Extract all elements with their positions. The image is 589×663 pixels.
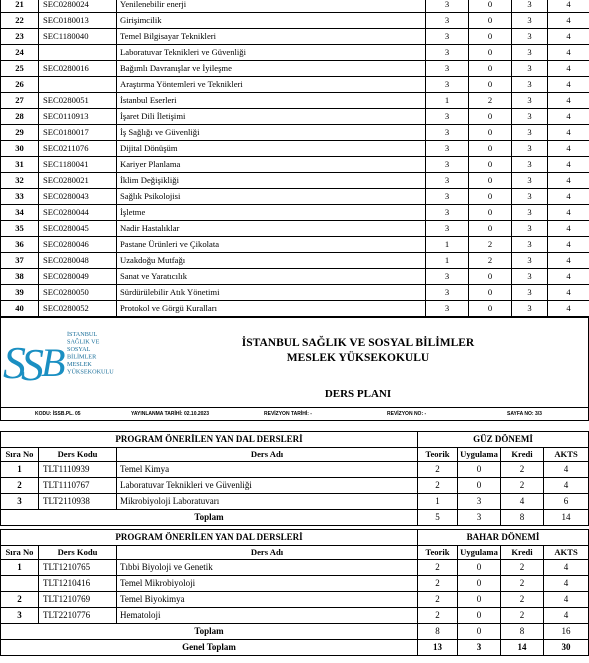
row-number: 2 (1, 592, 39, 608)
table-row (1, 0, 589, 13)
col-teorik: Teorik (418, 448, 458, 462)
table-row (1, 77, 589, 93)
akts-credit: 6 (544, 494, 589, 510)
theory-hours: 3 (426, 109, 469, 125)
row-number: 2 (1, 478, 39, 494)
practice-hours: 0 (458, 478, 501, 494)
akts-credit: 4 (548, 109, 589, 125)
akts-credit: 4 (548, 0, 589, 13)
institution-line-2: MESLEK YÜKSEKOKULU (286, 352, 430, 364)
svg-text:S: S (21, 339, 44, 388)
course-code: SEC0180017 (39, 125, 117, 141)
table-row (1, 237, 589, 253)
table-row (1, 205, 589, 221)
row-number: 24 (1, 45, 39, 61)
practice-hours: 0 (469, 29, 512, 45)
logo-text-line: YÜKSEKOKULU (67, 368, 114, 376)
grand-total-uygulama: 3 (458, 640, 501, 656)
credit: 3 (512, 77, 548, 93)
practice-hours: 0 (469, 77, 512, 93)
practice-hours: 0 (458, 608, 501, 624)
course-name: Hematoloji (117, 608, 418, 624)
col-sira: Sıra No (1, 448, 39, 462)
course-name: Tıbbi Biyoloji ve Genetik (117, 560, 418, 576)
practice-hours: 2 (469, 237, 512, 253)
akts-credit: 4 (548, 285, 589, 301)
table-row (1, 45, 589, 61)
total-row (1, 510, 589, 526)
table-row (1, 494, 589, 510)
course-code: TLT2210776 (39, 608, 117, 624)
publish-date: YAYINLANMA TARİHİ: 02.10.2023 (131, 411, 209, 417)
term-title: GÜZ DÖNEMİ (418, 432, 589, 448)
course-code: SEC0280045 (39, 221, 117, 237)
svg-text:B: B (41, 340, 66, 385)
table-row (1, 29, 589, 45)
row-number: 3 (1, 494, 39, 510)
row-number: 22 (1, 13, 39, 29)
section-title: PROGRAM ÖNERİLEN YAN DAL DERSLERİ (1, 432, 418, 448)
practice-hours: 0 (458, 576, 501, 592)
row-number: 31 (1, 157, 39, 173)
course-name: İş Sağlığı ve Güvenliği (117, 125, 426, 141)
grand-total-row (1, 640, 589, 656)
course-code: SEC1180041 (39, 157, 117, 173)
akts-credit: 4 (548, 125, 589, 141)
elective-course-table (0, 0, 589, 317)
row-number: 30 (1, 141, 39, 157)
table-row (1, 221, 589, 237)
row-number: 36 (1, 237, 39, 253)
theory-hours: 3 (426, 173, 469, 189)
course-code: SEC0280052 (39, 301, 117, 317)
credit: 3 (512, 61, 548, 77)
theory-hours: 3 (426, 61, 469, 77)
course-name: Protokol ve Görgü Kuralları (117, 301, 426, 317)
course-name: Laboratuvar Teknikleri ve Güvenliği (117, 45, 426, 61)
logo-text-line: BİLİMLER (67, 353, 97, 361)
total-row (1, 624, 589, 640)
total-label: Toplam (1, 624, 418, 640)
credit: 2 (501, 592, 544, 608)
credit: 3 (512, 173, 548, 189)
total-akts: 16 (544, 624, 589, 640)
revision-date: REVİZYON TARİHİ: - (264, 411, 312, 417)
row-number: 38 (1, 269, 39, 285)
grand-total-akts: 30 (544, 640, 589, 656)
row-number: 35 (1, 221, 39, 237)
akts-credit: 4 (548, 61, 589, 77)
total-uygulama: 0 (458, 624, 501, 640)
credit: 3 (512, 269, 548, 285)
total-kredi: 8 (501, 510, 544, 526)
course-name: Temel Biyokimya (117, 592, 418, 608)
total-akts: 14 (544, 510, 589, 526)
akts-credit: 4 (548, 141, 589, 157)
total-label: Toplam (1, 510, 418, 526)
row-number: 1 (1, 462, 39, 478)
institution-logo (3, 328, 129, 388)
credit: 4 (501, 494, 544, 510)
row-number: 40 (1, 301, 39, 317)
column-header-row (1, 448, 589, 462)
practice-hours: 0 (469, 189, 512, 205)
col-kod: Ders Kodu (39, 546, 117, 560)
akts-credit: 4 (548, 13, 589, 29)
table-row (1, 141, 589, 157)
practice-hours: 0 (458, 462, 501, 478)
document-code: KODU: İSSB.PL. 05 (35, 411, 81, 417)
credit: 3 (512, 29, 548, 45)
credit: 3 (512, 13, 548, 29)
grand-total-teorik: 13 (418, 640, 458, 656)
practice-hours: 0 (469, 301, 512, 317)
credit: 2 (501, 576, 544, 592)
course-name: Girişimcilik (117, 13, 426, 29)
revision-number: REVİZYON NO: - (387, 411, 427, 417)
logo-text-line: SOSYAL (67, 346, 91, 353)
credit: 2 (501, 608, 544, 624)
row-number: 32 (1, 173, 39, 189)
practice-hours: 0 (469, 205, 512, 221)
theory-hours: 3 (426, 301, 469, 317)
course-code: SEC0280046 (39, 237, 117, 253)
row-number: 1 (1, 560, 39, 576)
credit: 3 (512, 253, 548, 269)
table-row (1, 93, 589, 109)
table-row (1, 285, 589, 301)
theory-hours: 3 (426, 269, 469, 285)
course-code: SEC0280051 (39, 93, 117, 109)
plan-title: DERS PLANI (324, 388, 392, 400)
total-teorik: 8 (418, 624, 458, 640)
course-name: İstanbul Eserleri (117, 93, 426, 109)
row-number: 28 (1, 109, 39, 125)
credit: 3 (512, 285, 548, 301)
theory-hours: 3 (426, 45, 469, 61)
practice-hours: 0 (469, 13, 512, 29)
total-uygulama: 3 (458, 510, 501, 526)
credit: 3 (512, 157, 548, 173)
document-meta-row (1, 407, 588, 420)
practice-hours: 3 (458, 494, 501, 510)
course-code: TLT1210769 (39, 592, 117, 608)
course-name: Laboratuvar Teknikleri ve Güvenliği (117, 478, 418, 494)
theory-hours: 1 (418, 494, 458, 510)
col-kod: Ders Kodu (39, 448, 117, 462)
akts-credit: 4 (548, 237, 589, 253)
course-code: SEC0211076 (39, 141, 117, 157)
akts-credit: 4 (548, 301, 589, 317)
practice-hours: 0 (469, 0, 512, 13)
table-row (1, 157, 589, 173)
theory-hours: 2 (418, 576, 458, 592)
course-name: Araştırma Yöntemleri ve Teknikleri (117, 77, 426, 93)
practice-hours: 0 (469, 109, 512, 125)
akts-credit: 4 (548, 77, 589, 93)
course-name: Temel Mikrobiyoloji (117, 576, 418, 592)
course-code: SEC0280024 (39, 0, 117, 13)
practice-hours: 2 (469, 93, 512, 109)
row-number: 37 (1, 253, 39, 269)
course-code: TLT1210416 (39, 576, 117, 592)
theory-hours: 3 (426, 157, 469, 173)
theory-hours: 3 (426, 141, 469, 157)
table-row (1, 13, 589, 29)
row-number: 21 (1, 0, 39, 13)
course-name: Sürdürülebilir Atık Yönetimi (117, 285, 426, 301)
document-header (0, 317, 589, 421)
table-row (1, 253, 589, 269)
practice-hours: 0 (469, 61, 512, 77)
course-name: Sanat ve Yaratıcılık (117, 269, 426, 285)
course-code: TLT1110939 (39, 462, 117, 478)
credit: 3 (512, 237, 548, 253)
credit: 3 (512, 125, 548, 141)
akts-credit: 4 (544, 592, 589, 608)
course-name: Nadir Hastalıklar (117, 221, 426, 237)
logo-text-line: SAĞLIK VE (67, 338, 100, 346)
table-row (1, 173, 589, 189)
theory-hours: 3 (426, 285, 469, 301)
akts-credit: 4 (548, 157, 589, 173)
table-row (1, 125, 589, 141)
table-row (1, 269, 589, 285)
row-number: 33 (1, 189, 39, 205)
course-name: Temel Kimya (117, 462, 418, 478)
practice-hours: 0 (469, 157, 512, 173)
course-name: Uzakdoğu Mutfağı (117, 253, 426, 269)
theory-hours: 2 (418, 592, 458, 608)
credit: 3 (512, 45, 548, 61)
theory-hours: 3 (426, 29, 469, 45)
akts-credit: 4 (544, 462, 589, 478)
credit: 3 (512, 93, 548, 109)
section-title: PROGRAM ÖNERİLEN YAN DAL DERSLERİ (1, 530, 418, 546)
credit: 3 (512, 301, 548, 317)
course-code: TLT1110767 (39, 478, 117, 494)
course-code: SEC0280021 (39, 173, 117, 189)
table-row (1, 608, 589, 624)
total-teorik: 5 (418, 510, 458, 526)
row-number: 25 (1, 61, 39, 77)
col-uygulama: Uygulama (458, 448, 501, 462)
akts-credit: 4 (548, 221, 589, 237)
theory-hours: 3 (426, 77, 469, 93)
course-code: SEC0280049 (39, 269, 117, 285)
course-name: İşletme (117, 205, 426, 221)
column-header-row (1, 546, 589, 560)
course-code: SEC0280048 (39, 253, 117, 269)
svg-text:S: S (3, 337, 26, 388)
col-ad: Ders Adı (117, 546, 418, 560)
credit: 3 (512, 109, 548, 125)
akts-credit: 4 (548, 29, 589, 45)
col-akts: AKTS (544, 546, 589, 560)
theory-hours: 3 (426, 13, 469, 29)
credit: 3 (512, 221, 548, 237)
row-number: 26 (1, 77, 39, 93)
table-row (1, 592, 589, 608)
table-row (1, 301, 589, 317)
akts-credit: 4 (548, 173, 589, 189)
course-name: İşaret Dili İletişimi (117, 109, 426, 125)
course-name: Temel Bilgisayar Teknikleri (117, 29, 426, 45)
course-code: SEC0110913 (39, 109, 117, 125)
theory-hours: 3 (426, 125, 469, 141)
logo-text-line: MESLEK (67, 361, 92, 368)
course-name: Pastane Ürünleri ve Çikolata (117, 237, 426, 253)
akts-credit: 4 (548, 205, 589, 221)
credit: 2 (501, 462, 544, 478)
row-number: 34 (1, 205, 39, 221)
credit: 3 (512, 205, 548, 221)
row-number: 29 (1, 125, 39, 141)
page-number: SAYFA NO: 3/3 (507, 411, 542, 417)
theory-hours: 2 (418, 560, 458, 576)
course-code: SEC0280044 (39, 205, 117, 221)
practice-hours: 0 (469, 221, 512, 237)
akts-credit: 4 (544, 560, 589, 576)
course-code (39, 77, 117, 93)
practice-hours: 0 (469, 141, 512, 157)
practice-hours: 2 (469, 253, 512, 269)
course-name: Yenilenebilir enerji (117, 0, 426, 13)
akts-credit: 4 (544, 478, 589, 494)
akts-credit: 4 (548, 253, 589, 269)
course-name: Sağlık Psikolojisi (117, 189, 426, 205)
akts-credit: 4 (548, 93, 589, 109)
practice-hours: 0 (469, 45, 512, 61)
course-name: Mikrobiyoloji Laboratuvarı (117, 494, 418, 510)
total-kredi: 8 (501, 624, 544, 640)
theory-hours: 2 (418, 462, 458, 478)
akts-credit: 4 (548, 189, 589, 205)
institution-line-1: İSTANBUL SAĞLIK VE SOSYAL BİLİMLER (241, 337, 475, 349)
practice-hours: 0 (469, 269, 512, 285)
fall-term-table (0, 431, 589, 526)
table-row (1, 560, 589, 576)
akts-credit: 4 (544, 576, 589, 592)
table-row (1, 61, 589, 77)
row-number (1, 576, 39, 592)
logo-text-line: İSTANBUL (67, 331, 98, 338)
credit: 3 (512, 0, 548, 13)
table-row (1, 189, 589, 205)
row-number: 3 (1, 608, 39, 624)
col-sira: Sıra No (1, 546, 39, 560)
course-name: Kariyer Planlama (117, 157, 426, 173)
course-code: SEC0180013 (39, 13, 117, 29)
table-row (1, 462, 589, 478)
course-code: SEC0280016 (39, 61, 117, 77)
theory-hours: 3 (426, 189, 469, 205)
theory-hours: 2 (418, 608, 458, 624)
row-number: 27 (1, 93, 39, 109)
credit: 2 (501, 478, 544, 494)
col-kredi: Kredi (501, 546, 544, 560)
theory-hours: 1 (426, 93, 469, 109)
row-number: 23 (1, 29, 39, 45)
practice-hours: 0 (469, 125, 512, 141)
col-uygulama: Uygulama (458, 546, 501, 560)
course-code: SEC1180040 (39, 29, 117, 45)
institution-title (129, 336, 587, 366)
col-akts: AKTS (544, 448, 589, 462)
credit: 2 (501, 560, 544, 576)
course-code: TLT1210765 (39, 560, 117, 576)
practice-hours: 0 (469, 173, 512, 189)
table-row (1, 109, 589, 125)
akts-credit: 4 (544, 608, 589, 624)
credit: 3 (512, 141, 548, 157)
col-kredi: Kredi (501, 448, 544, 462)
grand-total-label: Genel Toplam (1, 640, 418, 656)
practice-hours: 0 (458, 560, 501, 576)
practice-hours: 0 (458, 592, 501, 608)
credit: 3 (512, 189, 548, 205)
course-name: İklim Değişikliği (117, 173, 426, 189)
practice-hours: 0 (469, 285, 512, 301)
course-code: SEC0280043 (39, 189, 117, 205)
theory-hours: 1 (426, 253, 469, 269)
course-code (39, 45, 117, 61)
theory-hours: 2 (418, 478, 458, 494)
course-name: Dijital Dönüşüm (117, 141, 426, 157)
table-row (1, 576, 589, 592)
theory-hours: 3 (426, 221, 469, 237)
course-name: Bağımlı Davranışlar ve İyileşme (117, 61, 426, 77)
theory-hours: 3 (426, 205, 469, 221)
akts-credit: 4 (548, 45, 589, 61)
table-row (1, 478, 589, 494)
col-ad: Ders Adı (117, 448, 418, 462)
row-number: 39 (1, 285, 39, 301)
theory-hours: 3 (426, 0, 469, 13)
course-code: SEC0280050 (39, 285, 117, 301)
akts-credit: 4 (548, 269, 589, 285)
term-title: BAHAR DÖNEMİ (418, 530, 589, 546)
col-teorik: Teorik (418, 546, 458, 560)
theory-hours: 1 (426, 237, 469, 253)
course-code: TLT2110938 (39, 494, 117, 510)
grand-total-kredi: 14 (501, 640, 544, 656)
spring-term-table (0, 529, 589, 656)
